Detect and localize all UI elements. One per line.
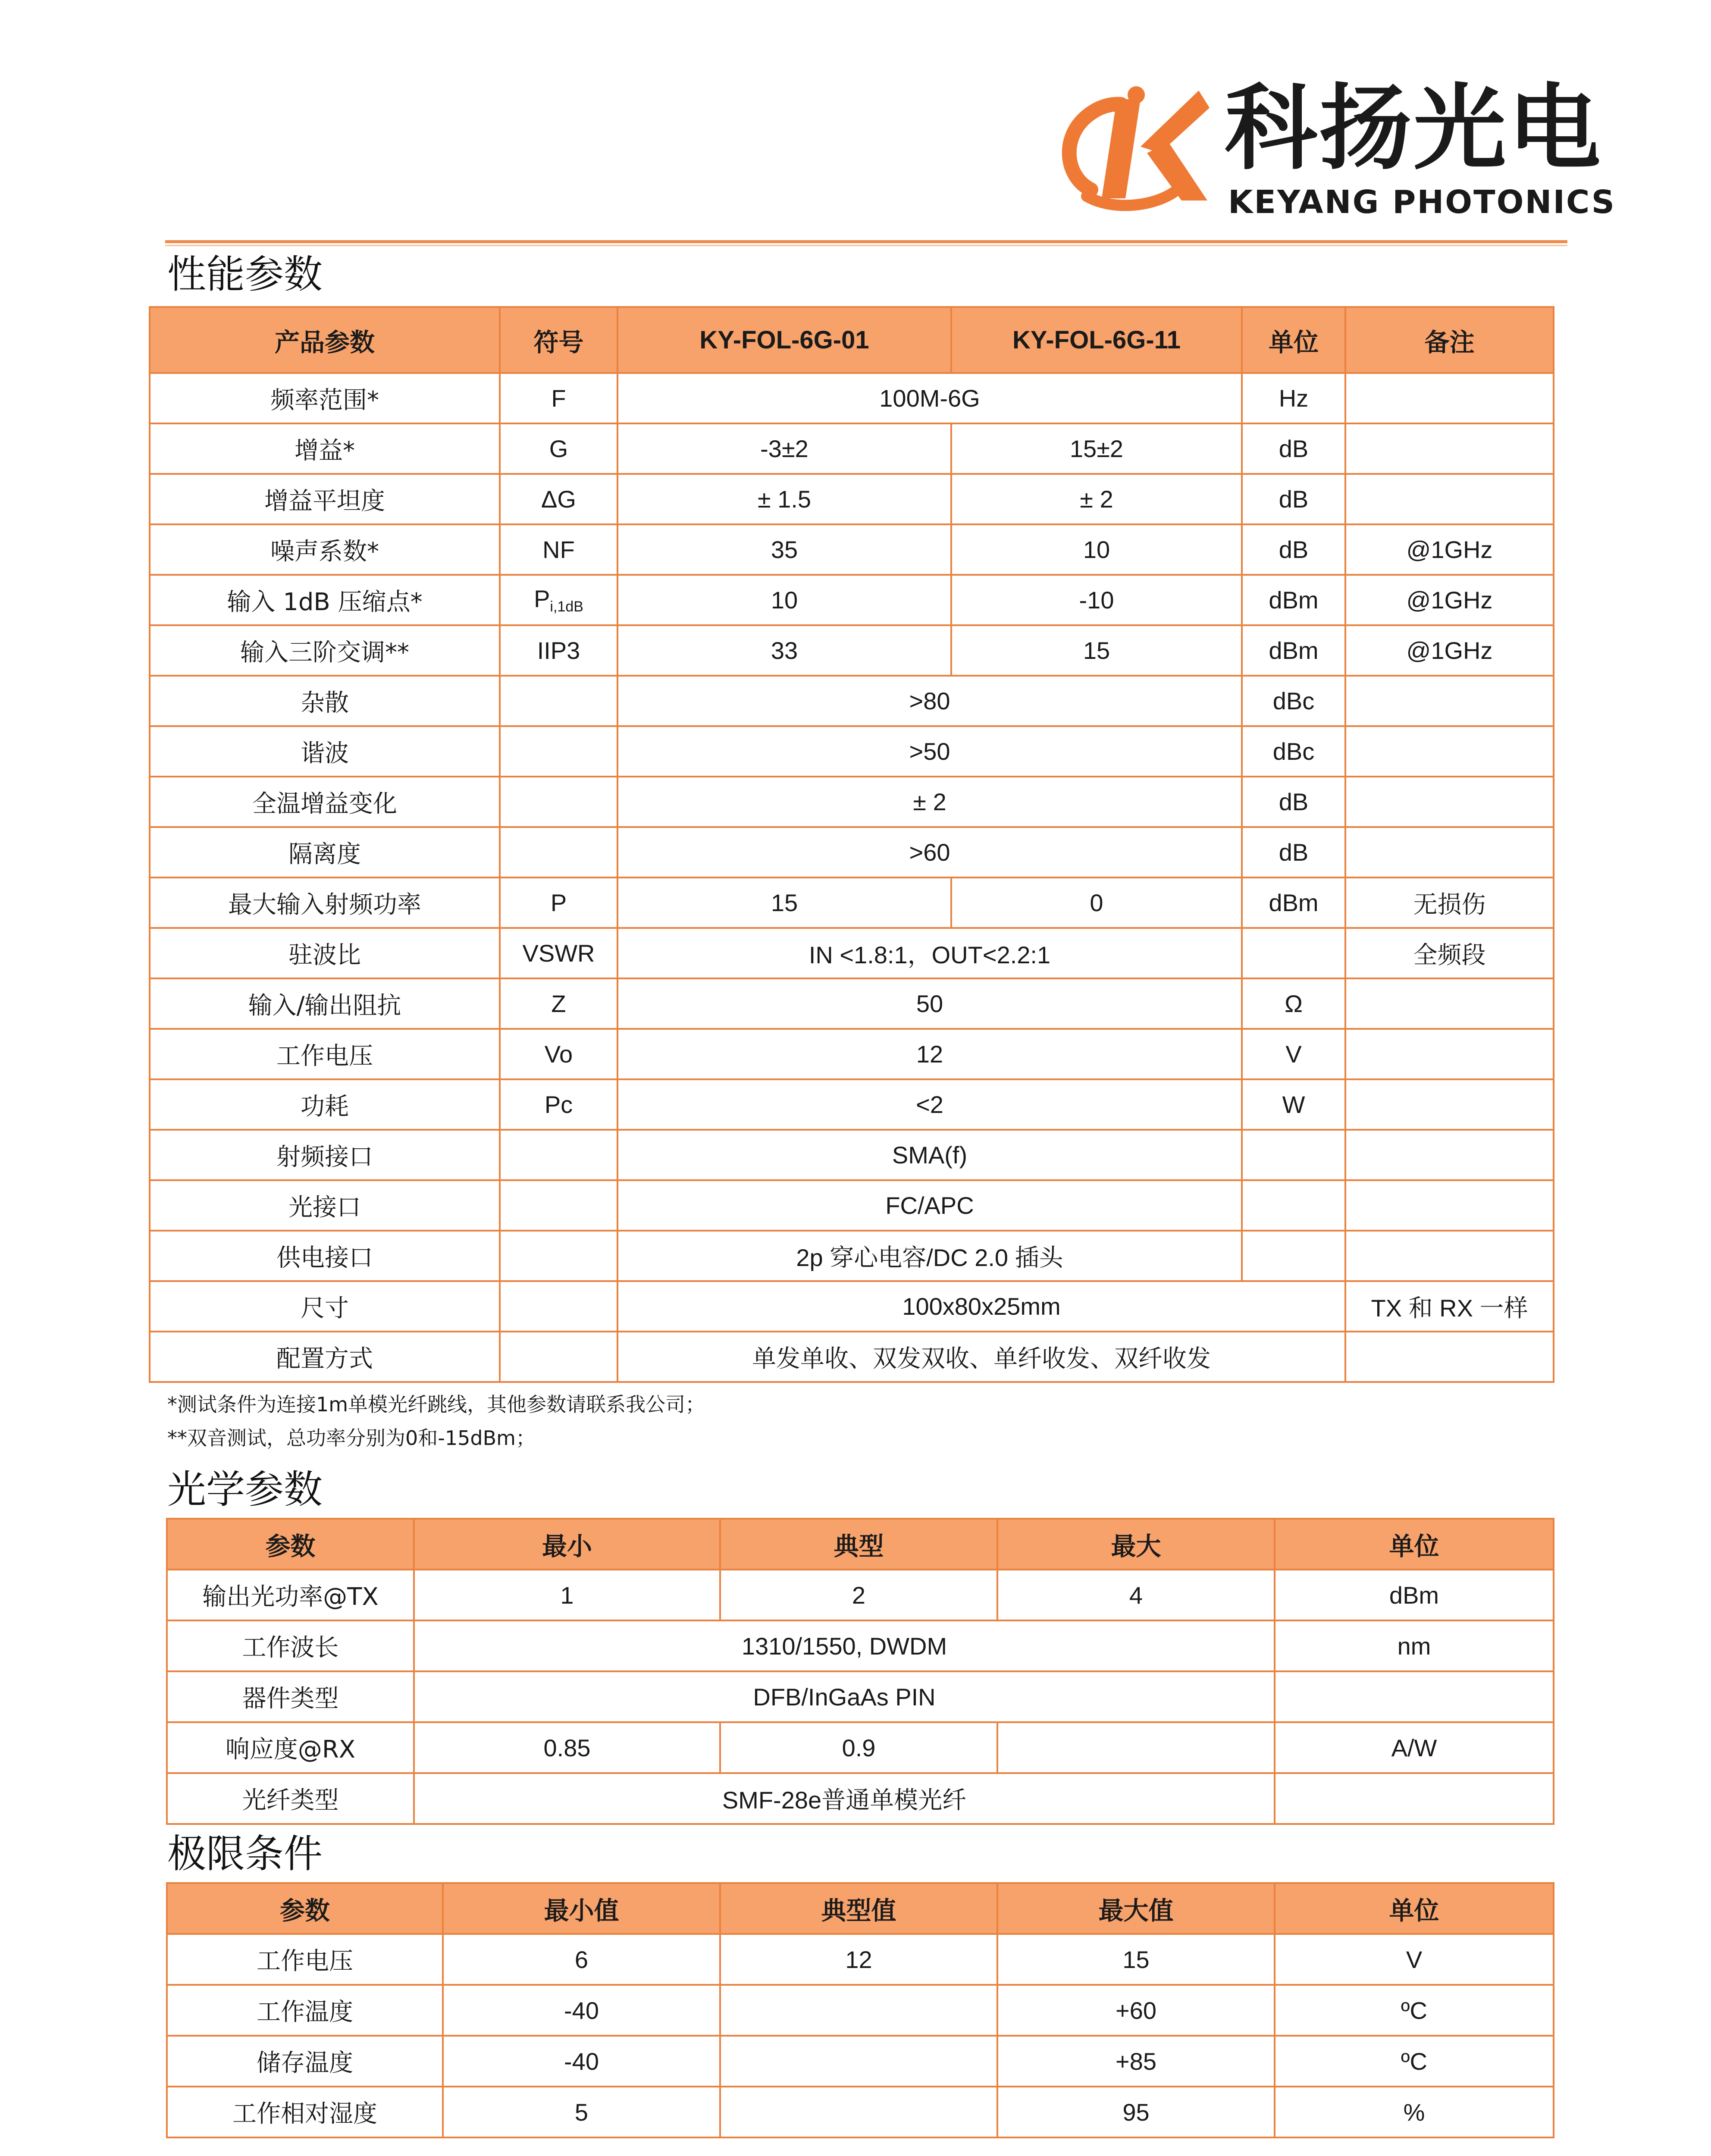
note-cell xyxy=(1345,1180,1554,1231)
unit-cell: ºC xyxy=(1275,1985,1554,2036)
unit-cell: dB xyxy=(1242,827,1345,877)
unit-cell: ºC xyxy=(1275,2036,1554,2087)
value-cell-11: 15±2 xyxy=(951,423,1242,474)
param-cell: 功耗 xyxy=(150,1079,500,1130)
table-row xyxy=(167,1985,1554,2036)
value-cell-11: 0 xyxy=(951,877,1242,928)
note-cell xyxy=(1345,827,1554,877)
note-cell: 全频段 xyxy=(1345,928,1554,978)
note-cell: TX 和 RX 一样 xyxy=(1345,1281,1554,1332)
value-cell-max: +85 xyxy=(997,2036,1275,2087)
param-cell: 输入 1dB 压缩点* xyxy=(150,575,500,625)
param-cell: 工作温度 xyxy=(167,1985,443,2036)
brand-name-en: KEYANG PHOTONICS xyxy=(1228,184,1616,221)
limits-table xyxy=(166,1882,1554,2138)
symbol-cell xyxy=(500,373,617,423)
value-cell: <2 xyxy=(617,1079,1242,1130)
param-cell: 射频接口 xyxy=(150,1130,500,1180)
value-cell-typ: 0.9 xyxy=(720,1722,997,1773)
value-cell: 2p 穿心电容/DC 2.0 插头 xyxy=(617,1231,1242,1281)
header-cell: KY-FOL-6G-11 xyxy=(951,307,1242,373)
symbol-cell xyxy=(500,423,617,474)
value-cell: 100M-6G xyxy=(617,373,1242,423)
header-cell: 参数 xyxy=(167,1519,414,1570)
symbol-cell xyxy=(500,827,617,877)
value-cell-11: 15 xyxy=(951,625,1242,676)
unit-cell: dBm xyxy=(1242,575,1345,625)
table-row xyxy=(150,877,1554,928)
table-row xyxy=(167,1570,1554,1620)
table-row xyxy=(167,2087,1554,2137)
section-title-performance: 性能参数 xyxy=(167,252,323,297)
symbol-text: P xyxy=(534,585,550,612)
value-cell-min: -40 xyxy=(443,1985,720,2036)
note-cell: 无损伤 xyxy=(1345,877,1554,928)
param-cell: 工作相对湿度 xyxy=(167,2087,443,2137)
table-row xyxy=(150,726,1554,777)
symbol-cell xyxy=(500,676,617,726)
header-cell: 参数 xyxy=(167,1883,443,1934)
note-line: **双音测试，总功率分别为0和-15dBm； xyxy=(167,1426,536,1450)
table-row xyxy=(150,777,1554,827)
note-cell xyxy=(1345,676,1554,726)
param-cell: 工作电压 xyxy=(150,1029,500,1079)
unit-cell: dB xyxy=(1242,423,1345,474)
value-cell-min: 1 xyxy=(414,1570,720,1620)
header-cell: 最小 xyxy=(414,1519,720,1570)
unit-cell: A/W xyxy=(1275,1722,1554,1773)
section-title-optical: 光学参数 xyxy=(167,1467,323,1512)
unit-cell: dBm xyxy=(1242,877,1345,928)
value-cell: ± 2 xyxy=(617,777,1242,827)
param-cell: 工作波长 xyxy=(167,1620,414,1671)
table-row xyxy=(150,474,1554,524)
symbol-cell xyxy=(500,726,617,777)
value-cell-max: 95 xyxy=(997,2087,1275,2137)
table-row xyxy=(150,524,1554,575)
symbol-text: VSWR xyxy=(522,940,595,967)
value-cell: >50 xyxy=(617,726,1242,777)
value-cell-typ xyxy=(720,2087,997,2137)
note-cell: @1GHz xyxy=(1345,625,1554,676)
symbol-text: F xyxy=(551,385,566,412)
symbol-cell xyxy=(500,777,617,827)
value-cell-max: 4 xyxy=(997,1570,1275,1620)
table-row xyxy=(150,676,1554,726)
param-cell: 驻波比 xyxy=(150,928,500,978)
table-row xyxy=(167,1722,1554,1773)
symbol-cell xyxy=(500,1130,617,1180)
header-cell: 产品参数 xyxy=(150,307,500,373)
note-cell xyxy=(1345,474,1554,524)
performance-table xyxy=(149,306,1554,1383)
unit-cell: V xyxy=(1275,1934,1554,1985)
value-cell-11: -10 xyxy=(951,575,1242,625)
section-title-limits: 极限条件 xyxy=(167,1831,323,1877)
symbol-cell xyxy=(500,625,617,676)
note-cell xyxy=(1345,726,1554,777)
value-cell-min: 0.85 xyxy=(414,1722,720,1773)
symbol-cell xyxy=(500,575,617,625)
param-cell: 输出光功率@TX xyxy=(167,1570,414,1620)
table-row xyxy=(150,423,1554,474)
symbol-cell xyxy=(500,1281,617,1332)
param-cell: 光纤类型 xyxy=(167,1773,414,1824)
value-cell-min: 5 xyxy=(443,2087,720,2137)
value-cell-11: ± 2 xyxy=(951,474,1242,524)
param-cell: 增益* xyxy=(150,423,500,474)
unit-cell: W xyxy=(1242,1079,1345,1130)
header-cell: 最小值 xyxy=(443,1883,720,1934)
symbol-text: NF xyxy=(542,536,575,563)
value-cell-01: -3±2 xyxy=(617,423,951,474)
value-cell: IN <1.8:1，OUT<2.2:1 xyxy=(617,928,1242,978)
note-cell xyxy=(1345,1130,1554,1180)
note-cell xyxy=(1345,1231,1554,1281)
value-cell-max xyxy=(997,1722,1275,1773)
value-cell: SMA(f) xyxy=(617,1130,1242,1180)
symbol-cell xyxy=(500,1180,617,1231)
symbol-text: Pc xyxy=(544,1091,573,1118)
value-cell-min: 6 xyxy=(443,1934,720,1985)
unit-cell xyxy=(1242,928,1345,978)
note-cell: @1GHz xyxy=(1345,575,1554,625)
table-row xyxy=(167,1773,1554,1824)
note-cell xyxy=(1345,1332,1554,1382)
value-cell-max: 15 xyxy=(997,1934,1275,1985)
param-cell: 噪声系数* xyxy=(150,524,500,575)
table-row xyxy=(150,928,1554,978)
symbol-text: IIP3 xyxy=(537,637,580,664)
table-row xyxy=(150,1231,1554,1281)
param-cell: 隔离度 xyxy=(150,827,500,877)
table-row xyxy=(167,1934,1554,1985)
unit-cell: dBm xyxy=(1242,625,1345,676)
header-cell: 单位 xyxy=(1275,1519,1554,1570)
unit-cell: dB xyxy=(1242,777,1345,827)
brand-name-cn: 科扬光电 xyxy=(1225,74,1602,182)
param-cell: 谐波 xyxy=(150,726,500,777)
keyang-logo-icon xyxy=(1061,82,1216,216)
value-cell-min: -40 xyxy=(443,2036,720,2087)
unit-cell: dBc xyxy=(1242,726,1345,777)
unit-cell xyxy=(1242,1180,1345,1231)
header-cell: 最大 xyxy=(997,1519,1275,1570)
table-row xyxy=(150,1180,1554,1231)
unit-cell xyxy=(1242,1231,1345,1281)
value-cell-typ: 2 xyxy=(720,1570,997,1620)
unit-cell: V xyxy=(1242,1029,1345,1079)
value-cell: 单发单收、双发双收、单纤收发、双纤收发 xyxy=(617,1332,1345,1382)
table-row xyxy=(150,625,1554,676)
value-cell: FC/APC xyxy=(617,1180,1242,1231)
symbol-text: Vo xyxy=(544,1040,573,1068)
symbol-cell xyxy=(500,928,617,978)
note-cell xyxy=(1345,373,1554,423)
note-cell xyxy=(1345,777,1554,827)
param-cell: 输入三阶交调** xyxy=(150,625,500,676)
param-cell: 配置方式 xyxy=(150,1332,500,1382)
table-row xyxy=(150,1332,1554,1382)
param-cell: 杂散 xyxy=(150,676,500,726)
symbol-cell xyxy=(500,1029,617,1079)
table-row xyxy=(150,1281,1554,1332)
value-cell-01: 15 xyxy=(617,877,951,928)
performance-notes xyxy=(167,1388,705,1455)
unit-cell: dBm xyxy=(1275,1570,1554,1620)
value-cell: 50 xyxy=(617,978,1242,1029)
param-cell: 供电接口 xyxy=(150,1231,500,1281)
unit-cell: dB xyxy=(1242,524,1345,575)
symbol-text: Z xyxy=(551,990,566,1017)
value-cell-11: 10 xyxy=(951,524,1242,575)
table-row xyxy=(150,1079,1554,1130)
optical-table xyxy=(166,1518,1554,1825)
table-row xyxy=(150,978,1554,1029)
value-cell: 12 xyxy=(617,1029,1242,1079)
optical-header-row xyxy=(167,1519,1554,1570)
header-cell: KY-FOL-6G-01 xyxy=(617,307,951,373)
param-cell: 增益平坦度 xyxy=(150,474,500,524)
limits-header-row xyxy=(167,1883,1554,1934)
table-row xyxy=(150,827,1554,877)
unit-cell: % xyxy=(1275,2087,1554,2137)
note-cell xyxy=(1345,1029,1554,1079)
unit-cell xyxy=(1242,1130,1345,1180)
unit-cell: dB xyxy=(1242,474,1345,524)
table-row xyxy=(150,1130,1554,1180)
header-cell: 单位 xyxy=(1275,1883,1554,1934)
table-row xyxy=(150,1029,1554,1079)
param-cell: 光接口 xyxy=(150,1180,500,1231)
param-cell: 工作电压 xyxy=(167,1934,443,1985)
unit-cell xyxy=(1275,1671,1554,1722)
value-cell: >60 xyxy=(617,827,1242,877)
header-divider xyxy=(165,240,1567,243)
unit-cell: dBc xyxy=(1242,676,1345,726)
performance-header-row xyxy=(150,307,1554,373)
param-cell: 器件类型 xyxy=(167,1671,414,1722)
table-row xyxy=(150,373,1554,423)
param-cell: 最大输入射频功率 xyxy=(150,877,500,928)
symbol-cell xyxy=(500,978,617,1029)
value-cell-max: +60 xyxy=(997,1985,1275,2036)
table-row xyxy=(167,1620,1554,1671)
company-logo xyxy=(1061,73,1616,229)
value-cell-typ xyxy=(720,2036,997,2087)
header-cell: 单位 xyxy=(1242,307,1345,373)
note-cell xyxy=(1345,978,1554,1029)
symbol-cell xyxy=(500,877,617,928)
note-cell: @1GHz xyxy=(1345,524,1554,575)
header-cell: 最大值 xyxy=(997,1883,1275,1934)
note-cell xyxy=(1345,423,1554,474)
unit-cell: nm xyxy=(1275,1620,1554,1671)
value-cell-typ: 12 xyxy=(720,1934,997,1985)
symbol-cell xyxy=(500,524,617,575)
symbol-text: ΔG xyxy=(541,486,576,513)
value-cell: 100x80x25mm xyxy=(617,1281,1345,1332)
value-cell: DFB/InGaAs PIN xyxy=(414,1671,1275,1722)
param-cell: 储存温度 xyxy=(167,2036,443,2087)
unit-cell: Hz xyxy=(1242,373,1345,423)
header-cell: 典型 xyxy=(720,1519,997,1570)
symbol-text: P xyxy=(550,889,567,916)
header-divider-shadow xyxy=(165,245,1567,246)
param-cell: 尺寸 xyxy=(150,1281,500,1332)
unit-cell: Ω xyxy=(1242,978,1345,1029)
param-cell: 全温增益变化 xyxy=(150,777,500,827)
symbol-cell xyxy=(500,474,617,524)
table-row xyxy=(167,2036,1554,2087)
param-cell: 频率范围* xyxy=(150,373,500,423)
symbol-cell xyxy=(500,1079,617,1130)
note-cell xyxy=(1345,1079,1554,1130)
value-cell-01: 10 xyxy=(617,575,951,625)
header-cell: 典型值 xyxy=(720,1883,997,1934)
symbol-cell xyxy=(500,1231,617,1281)
param-cell: 响应度@RX xyxy=(167,1722,414,1773)
table-row xyxy=(150,575,1554,625)
header-cell: 备注 xyxy=(1345,307,1554,373)
table-row xyxy=(167,1671,1554,1722)
value-cell-01: 33 xyxy=(617,625,951,676)
value-cell: SMF-28e普通单模光纤 xyxy=(414,1773,1275,1824)
value-cell: >80 xyxy=(617,676,1242,726)
value-cell: 1310/1550, DWDM xyxy=(414,1620,1275,1671)
note-line: *测试条件为连接1m单模光纤跳线，其他参数请联系我公司； xyxy=(167,1393,705,1416)
value-cell-01: 35 xyxy=(617,524,951,575)
header-cell: 符号 xyxy=(500,307,617,373)
symbol-subscript: i,1dB xyxy=(550,599,583,615)
value-cell-typ xyxy=(720,1985,997,2036)
value-cell-01: ± 1.5 xyxy=(617,474,951,524)
symbol-text: G xyxy=(549,435,568,462)
symbol-cell xyxy=(500,1332,617,1382)
param-cell: 输入/输出阻抗 xyxy=(150,978,500,1029)
unit-cell xyxy=(1275,1773,1554,1824)
